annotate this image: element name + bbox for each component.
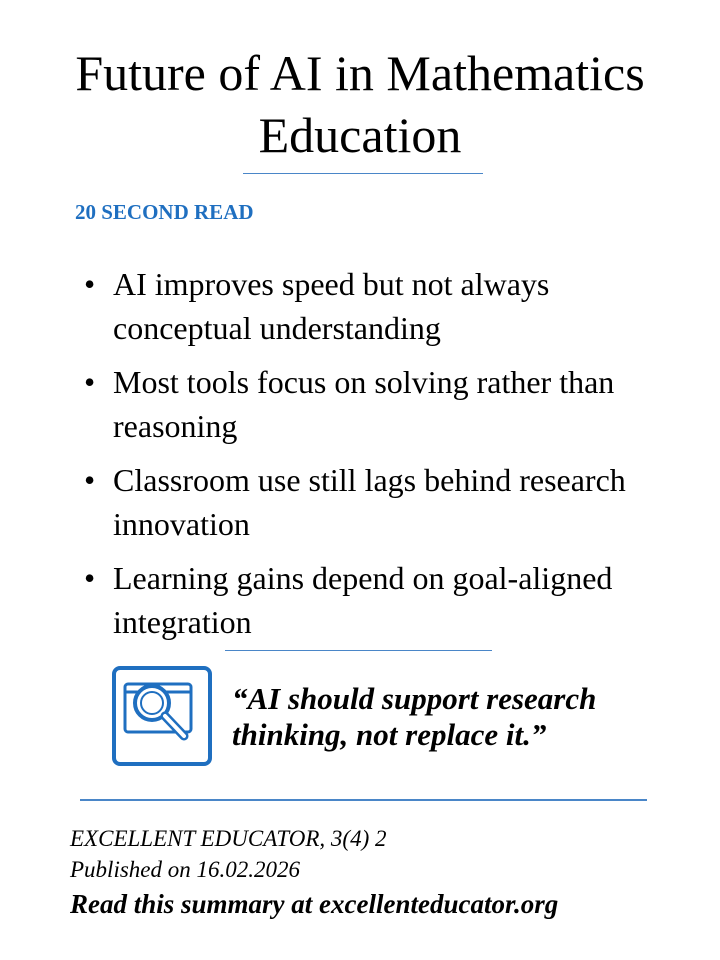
bullet-text: Classroom use still lags behind research innovation bbox=[113, 462, 626, 542]
published-date: Published on 16.02.2026 bbox=[70, 857, 300, 882]
list-item bbox=[82, 556, 642, 644]
list-divider bbox=[225, 650, 492, 651]
list-item bbox=[82, 262, 642, 350]
read-time-label: 20 SECOND READ bbox=[75, 200, 254, 224]
bullet-icon: • bbox=[84, 266, 96, 302]
bullet-text: AI improves speed but not always conceptual understanding bbox=[113, 266, 550, 346]
bullet-icon: • bbox=[84, 462, 96, 498]
bullet-text: Most tools focus on solving rather than reasoning bbox=[113, 364, 615, 444]
citation: EXCELLENT EDUCATOR, 3(4) 2 bbox=[70, 826, 387, 851]
footer-divider bbox=[80, 799, 647, 801]
read-more-link[interactable]: Read this summary at excellenteducator.org bbox=[70, 889, 559, 919]
magnifier-on-screen-icon bbox=[112, 666, 212, 766]
list-item bbox=[82, 360, 642, 448]
bullet-icon: • bbox=[84, 364, 96, 400]
bullet-icon: • bbox=[84, 560, 96, 596]
bullet-text: Learning gains depend on goal-aligned integration bbox=[113, 560, 613, 640]
summary-list bbox=[82, 262, 642, 654]
page-title: Future of AI in Mathematics Education bbox=[75, 45, 645, 163]
title-divider bbox=[243, 173, 483, 174]
list-item bbox=[82, 458, 642, 546]
pull-quote: “AI should support research thinking, not replace it.” bbox=[232, 681, 597, 752]
